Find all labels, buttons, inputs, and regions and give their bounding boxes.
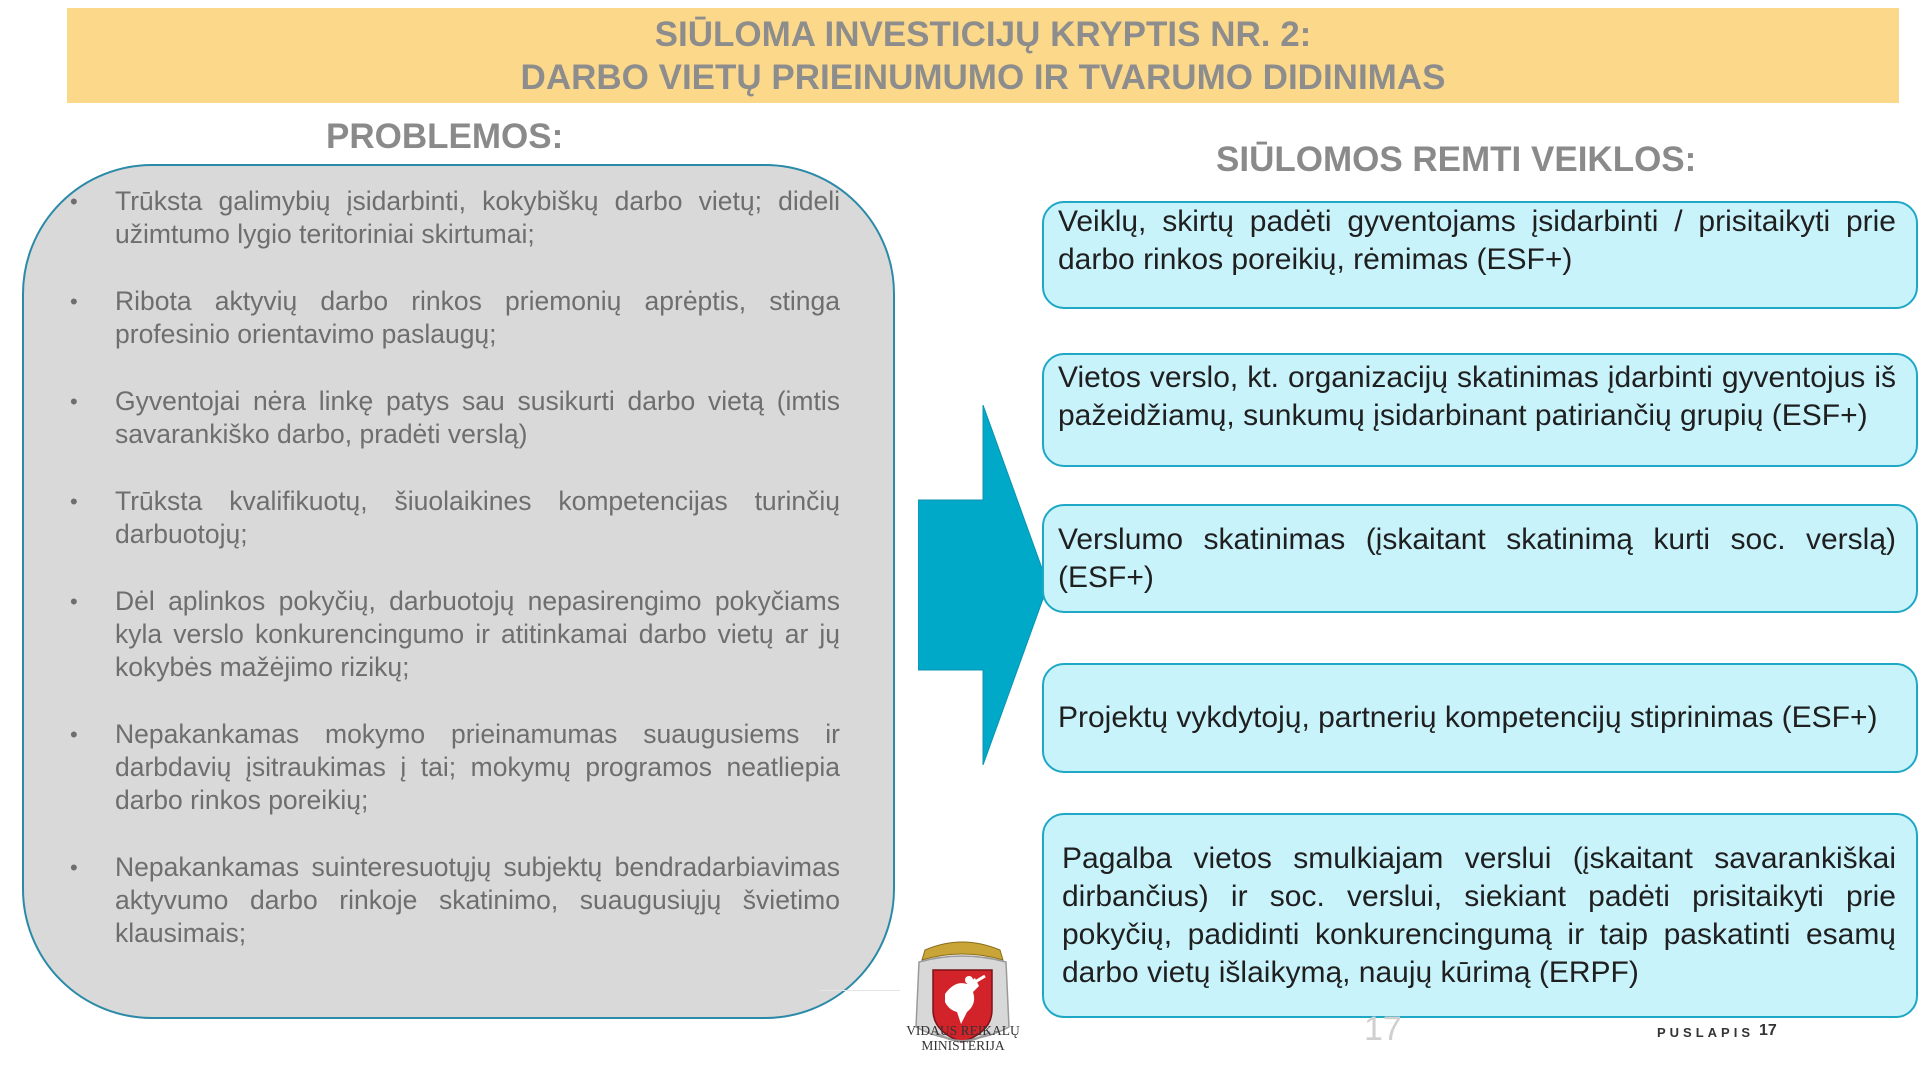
- bullet-icon: •: [70, 855, 78, 880]
- bullet-icon: •: [70, 722, 78, 747]
- activity-box-2: [1042, 353, 1918, 467]
- activity-text: Verslumo skatinimas (įskaitant skatinimą kurti soc. verslą) (ESF+): [1058, 522, 1896, 594]
- ministry-caption-line-1: VIDAUS REIKALŲ: [906, 1023, 1020, 1038]
- ministry-caption-line-2: MINISTERIJA: [921, 1038, 1005, 1053]
- ministry-caption: [893, 1023, 1033, 1053]
- activities-title: SIŪLOMOS REMTI VEIKLOS:: [1216, 140, 1697, 179]
- header-line-1: SIŪLOMA INVESTICIJŲ KRYPTIS NR. 2:: [654, 14, 1312, 54]
- problem-text: Nepakankamas suinteresuotųjų subjektų bendradarbiavimas aktyvumo darbo rinkoje skatinimo, suaugusiųjų švietimo klausimais;: [115, 852, 840, 948]
- problem-item: [70, 718, 840, 817]
- activity-text: Veiklų, skirtų padėti gyventojams įsidarbinti / prisitaikyti prie darbo rinkos poreikių, rėmimas (ESF+): [1058, 205, 1896, 276]
- problem-text: Gyventojai nėra linkę patys sau susikurti darbo vietą (imtis savarankiško darbo, pradėti verslą): [115, 386, 840, 449]
- activity-box-3: [1042, 504, 1918, 613]
- page-number: 17: [1759, 1022, 1777, 1039]
- problem-text: Nepakankamas mokymo prieinamumas suaugusiems ir darbdavių įsitraukimas į tai; mokymų programos neatliepia darbo rinkos poreikių;: [115, 719, 840, 815]
- problem-item: [70, 585, 840, 684]
- right-arrow-icon: [918, 405, 1048, 765]
- problems-title: PROBLEMOS:: [326, 117, 564, 156]
- problem-item: [70, 385, 840, 451]
- bullet-icon: •: [70, 189, 78, 214]
- problems-list: [70, 185, 840, 984]
- page-number-large: 17: [1364, 1010, 1402, 1048]
- activity-text: Pagalba vietos smulkiajam verslui (įskaitant savarankiškai dirbančius) ir soc. verslui, siekiant padėti prisitaikyti prie pokyčių, padidinti konkurencingumą ir taip paskatinti esamų darbo vietų išlaikymą, naujų kūrimą (ERPF): [1062, 841, 1896, 989]
- activity-box-4: [1042, 663, 1918, 773]
- footer-divider: [820, 990, 900, 991]
- problem-text: Ribota aktyvių darbo rinkos priemonių aprėptis, stinga profesinio orientavimo paslaugų;: [115, 286, 840, 349]
- bullet-icon: •: [70, 489, 78, 514]
- page-label: PUSLAPIS: [1657, 1025, 1755, 1040]
- problem-item: [70, 485, 840, 551]
- activity-box-5: [1042, 813, 1918, 1018]
- activity-text: Vietos verslo, kt. organizacijų skatinimas įdarbinti gyventojus iš pažeidžiamų, sunkumų įsidarbinant patiriančių grupių (ESF+): [1058, 361, 1896, 432]
- problem-text: Trūksta kvalifikuotų, šiuolaikines kompetencijas turinčių darbuotojų;: [115, 486, 840, 549]
- slide-header: [67, 8, 1899, 103]
- bullet-icon: •: [70, 389, 78, 414]
- problem-item: [70, 285, 840, 351]
- activity-box-1: [1042, 201, 1918, 309]
- header-line-2: DARBO VIETŲ PRIEINUMUMO IR TVARUMO DIDINIMAS: [520, 57, 1446, 97]
- bullet-icon: •: [70, 589, 78, 614]
- problem-text: Dėl aplinkos pokyčių, darbuotojų nepasirengimo pokyčiams kyla verslo konkurencingumo ir atitinkamai darbo vietų ar jų kokybės mažėjimo rizikų;: [115, 586, 840, 682]
- bullet-icon: •: [70, 289, 78, 314]
- problem-text: Trūksta galimybių įsidarbinti, kokybiškų darbo vietų; dideli užimtumo lygio teritoriniai skirtumai;: [115, 186, 840, 249]
- activity-text: Projektų vykdytojų, partnerių kompetencijų stiprinimas (ESF+): [1058, 701, 1878, 734]
- problem-item: [70, 851, 840, 950]
- problem-item: [70, 185, 840, 251]
